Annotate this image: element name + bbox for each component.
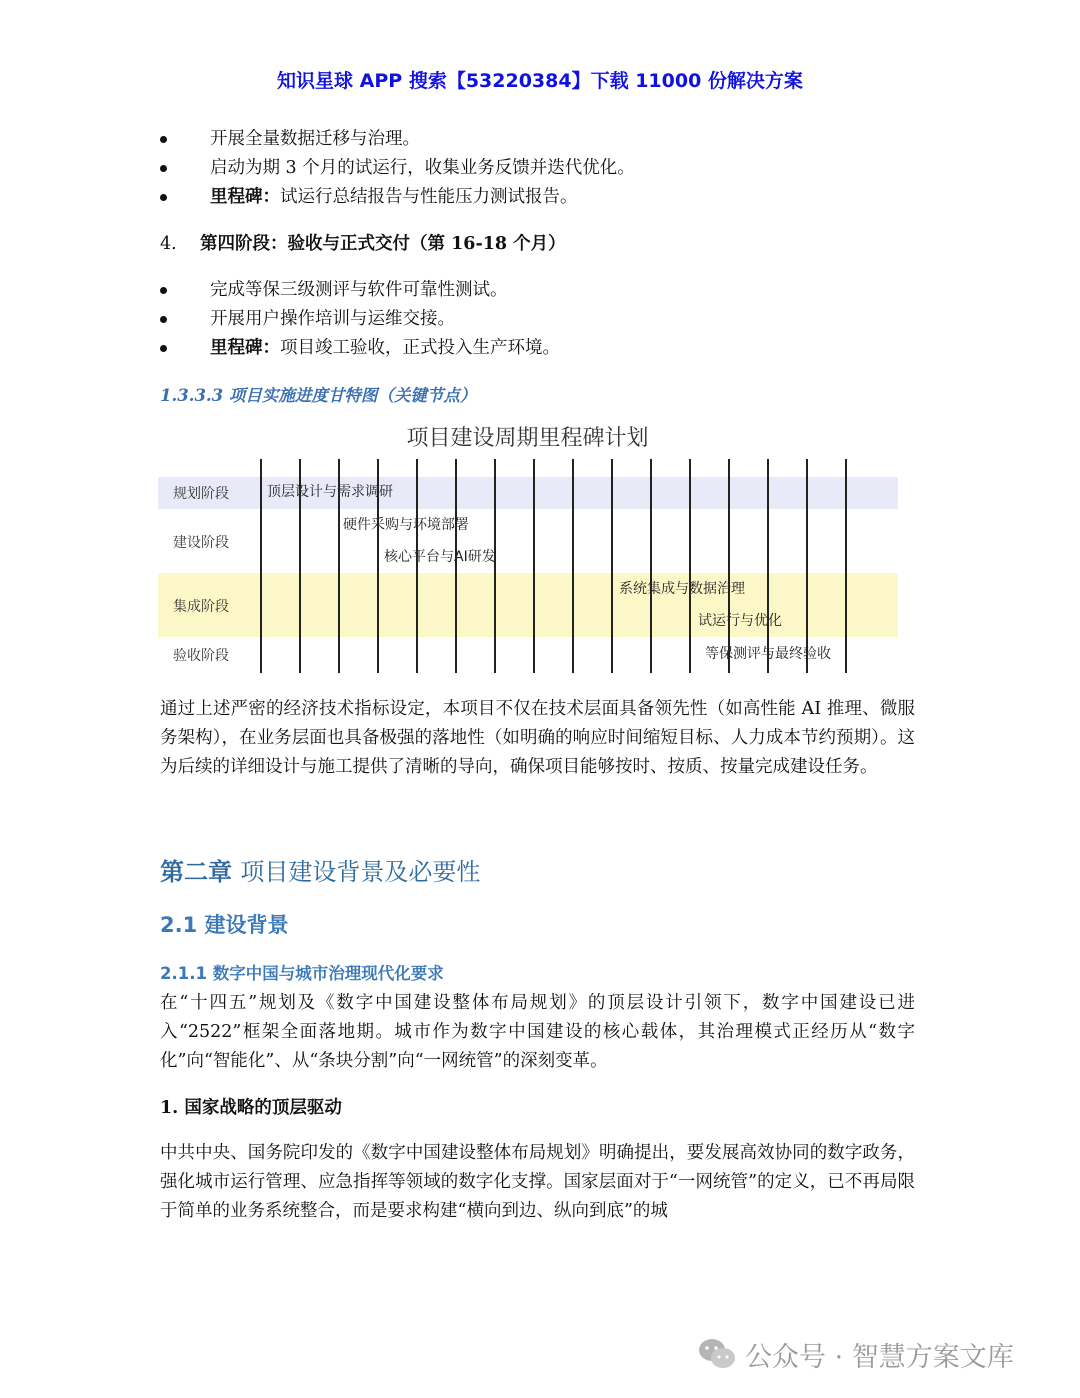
subsection-heading: 2.1.1 数字中国与城市治理现代化要求 (160, 964, 444, 983)
gantt-section-heading: 1.3.3.3 项目实施进度甘特图（关键节点） (160, 386, 477, 405)
gridline (533, 459, 535, 673)
footer-watermark: 公众号 · 智慧方案文库 (697, 1334, 1014, 1374)
bullet-icon (160, 345, 167, 352)
stage-label: 规划阶段 (173, 486, 229, 502)
gridline (845, 459, 847, 673)
gridline (728, 459, 730, 673)
page-header: 知识星球 APP 搜索【53220384】下载 11000 份解决方案 (277, 70, 803, 92)
gridline (611, 459, 613, 673)
body-paragraph: 中共中央、国务院印发的《数字中国建设整体布局规划》明确提出，要发展高效协同的数字政务，强化城市运行管理、应急指挥等领域的数字化支撑。国家层面对于“一网统管”的定义，已不再局限于简单的业务系统整合，而是要求构建“横向到边、纵向到底”的城 (160, 1143, 915, 1221)
bullet-icon (160, 287, 167, 294)
bullet-icon (160, 194, 167, 201)
gridline (806, 459, 808, 673)
stage-band-integration (158, 573, 898, 637)
sub-heading: 1. 国家战略的顶层驱动 (160, 1098, 342, 1118)
gridline (260, 459, 262, 673)
list-item: 开展全量数据迁移与治理。 (160, 125, 920, 154)
gantt-task: 硬件采购与环境部署 (343, 517, 469, 533)
gantt-task: 等保测评与最终验收 (705, 646, 831, 662)
bullet-icon (160, 136, 167, 143)
list-item: 里程碑：项目竣工验收，正式投入生产环境。 (160, 334, 920, 363)
wechat-icon (697, 1337, 737, 1371)
stage-label: 建设阶段 (173, 535, 229, 551)
chart-title: 项目建设周期里程碑计划 (406, 426, 649, 451)
stage-label: 验收阶段 (173, 648, 229, 664)
gantt-task: 试运行与优化 (698, 613, 782, 629)
body-paragraph: 在“十四五”规划及《数字中国建设整体布局规划》的顶层设计引领下，数字中国建设已进入“2522”框架全面落地期。城市作为数字中国建设的核心载体，其治理模式正经历从“数字化”向“智能化”、从“条块分割”向“一网统管”的深刻变革。 (160, 993, 915, 1071)
stage-label: 集成阶段 (173, 599, 229, 615)
gridline (650, 459, 652, 673)
bullet-icon (160, 165, 167, 172)
gridline (572, 459, 574, 673)
bullet-icon (160, 316, 167, 323)
list-item: 完成等保三级测评与软件可靠性测试。 (160, 276, 920, 305)
gantt-task: 系统集成与数据治理 (619, 581, 745, 597)
body-paragraph: 通过上述严密的经济技术指标设定，本项目不仅在技术层面具备领先性（如高性能 AI 推理、微服务架构），在业务层面也具备极强的落地性（如明确的响应时间缩短目标、人力成本节约预期）。这为后续的详细设计与施工提供了清晰的导向，确保项目能够按时、按质、按量完成建设任务。 (160, 699, 915, 777)
gridline (767, 459, 769, 673)
list-item: 开展用户操作培训与运维交接。 (160, 305, 920, 334)
bullet-list-top (160, 125, 920, 212)
gantt-chart (155, 415, 900, 677)
gantt-task: 顶层设计与需求调研 (267, 484, 393, 500)
chapter-heading: 第二章 项目建设背景及必要性 (160, 858, 481, 886)
gridline (689, 459, 691, 673)
list-item: 启动为期 3 个月的试运行，收集业务反馈并迭代优化。 (160, 154, 920, 183)
gantt-task: 核心平台与AI研发 (384, 549, 496, 565)
bullet-list-stage4 (160, 276, 920, 363)
stage4-heading: 4. 第四阶段：验收与正式交付（第 16-18 个月） (160, 234, 566, 254)
list-item: 里程碑：试运行总结报告与性能压力测试报告。 (160, 183, 920, 212)
section-heading: 2.1 建设背景 (160, 913, 289, 937)
